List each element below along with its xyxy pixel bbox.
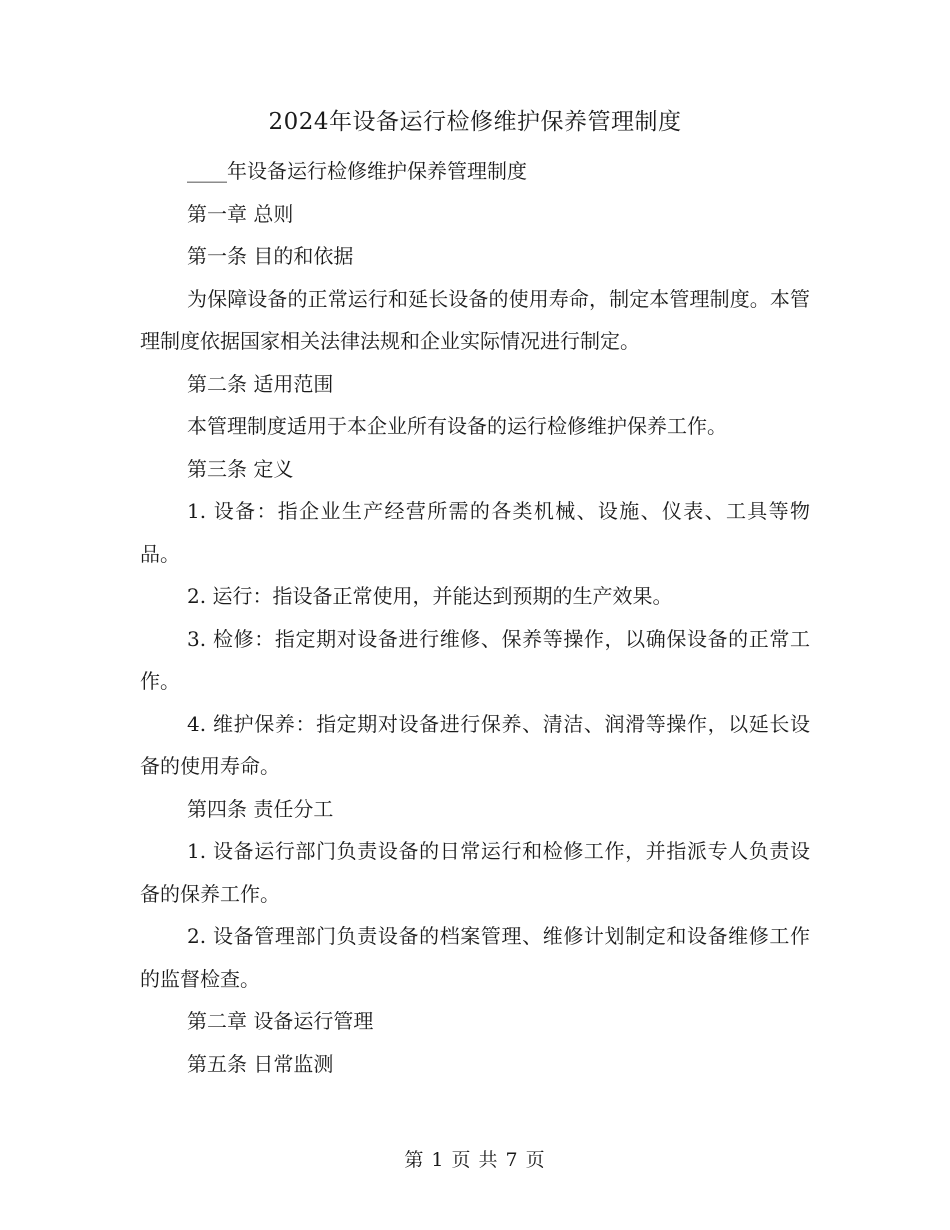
chapter-heading-2: 第二章 设备运行管理	[187, 1009, 374, 1033]
list-item: 2. 运行：指设备正常使用，并能达到预期的生产效果。	[187, 584, 673, 608]
article-heading-1: 第一条 目的和依据	[187, 244, 354, 268]
page-footer: 第 1 页 共 7 页	[404, 1149, 546, 1171]
article-heading-3: 第三条 定义	[187, 456, 294, 481]
paragraph: 本管理制度适用于本企业所有设备的运行检修维护保养工作。	[187, 414, 727, 438]
list-item: 4. 维护保养：指定期对设备进行保养、清洁、润滑等操作，以延长设备的使用寿命。	[140, 711, 810, 778]
article-heading-2: 第二条 适用范围	[187, 371, 334, 396]
list-item: 1. 设备运行部门负责设备的日常运行和检修工作，并指派专人负责设备的保养工作。	[140, 839, 810, 906]
document-body	[140, 150, 810, 1085]
list-item: 2. 设备管理部门负责设备的档案管理、维修计划制定和设备维修工作的监督检查。	[140, 924, 810, 991]
document-title: 2024年设备运行检修维护保养管理制度	[268, 109, 682, 135]
list-item: 1. 设备：指企业生产经营所需的各类机械、设施、仪表、工具等物品。	[140, 499, 810, 566]
paragraph: 为保障设备的正常运行和延长设备的使用寿命，制定本管理制度。本管理制度依据国家相关法律法规和企业实际情况进行制定。	[140, 286, 810, 353]
list-item: 3. 检修：指定期对设备进行维修、保养等操作，以确保设备的正常工作。	[140, 626, 810, 693]
chapter-heading-1: 第一章 总则	[187, 201, 294, 226]
article-heading-5: 第五条 日常监测	[187, 1051, 334, 1076]
paragraph-doc-name: ____年设备运行检修维护保养管理制度	[187, 159, 527, 183]
article-heading-4: 第四条 责任分工	[187, 796, 334, 821]
